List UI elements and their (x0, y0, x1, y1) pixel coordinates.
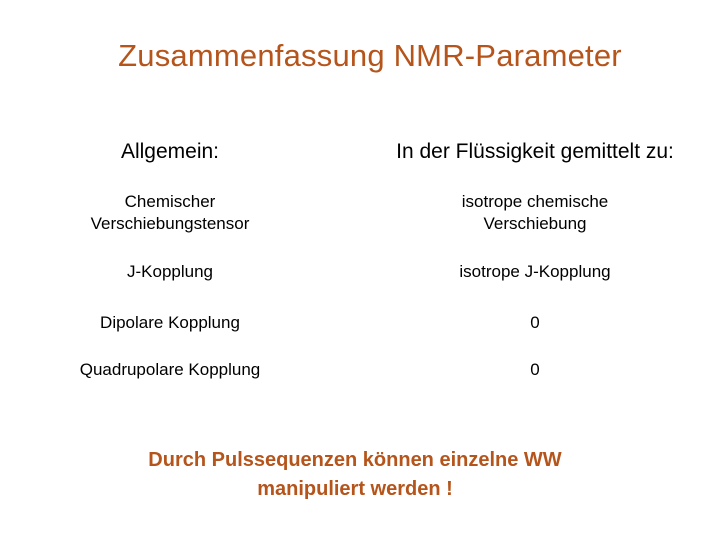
row-label-line: Dipolare Kopplung (100, 313, 240, 332)
row-value-line: isotrope chemische (461, 192, 609, 211)
row-value-line: Verschiebung (483, 214, 587, 233)
row-label (40, 359, 300, 381)
row-value-line: 0 (530, 360, 540, 379)
row-value (355, 312, 715, 334)
summary-note-line: Durch Pulssequenzen können einzelne WW (148, 449, 562, 471)
summary-note (0, 446, 710, 504)
row-label-line: Chemischer (124, 192, 216, 211)
row-value-line: 0 (530, 313, 540, 332)
row-value (355, 191, 715, 235)
row-label (40, 312, 300, 334)
row-label (40, 191, 300, 235)
row-label-line: Quadrupolare Kopplung (79, 360, 261, 379)
row-value-line: isotrope J-Kopplung (459, 262, 611, 281)
summary-note-line: manipuliert werden ! (257, 478, 453, 500)
row-label-line: J-Kopplung (126, 262, 213, 281)
slide-title: Zusammenfassung NMR-Parameter (118, 38, 622, 73)
row-value (355, 261, 715, 283)
header-general: Allgemein: (120, 140, 220, 163)
row-label-line: Verschiebungstensor (90, 214, 250, 233)
row-value (355, 359, 715, 381)
header-averaged: In der Flüssigkeit gemittelt zu: (396, 140, 674, 163)
row-label (40, 261, 300, 283)
